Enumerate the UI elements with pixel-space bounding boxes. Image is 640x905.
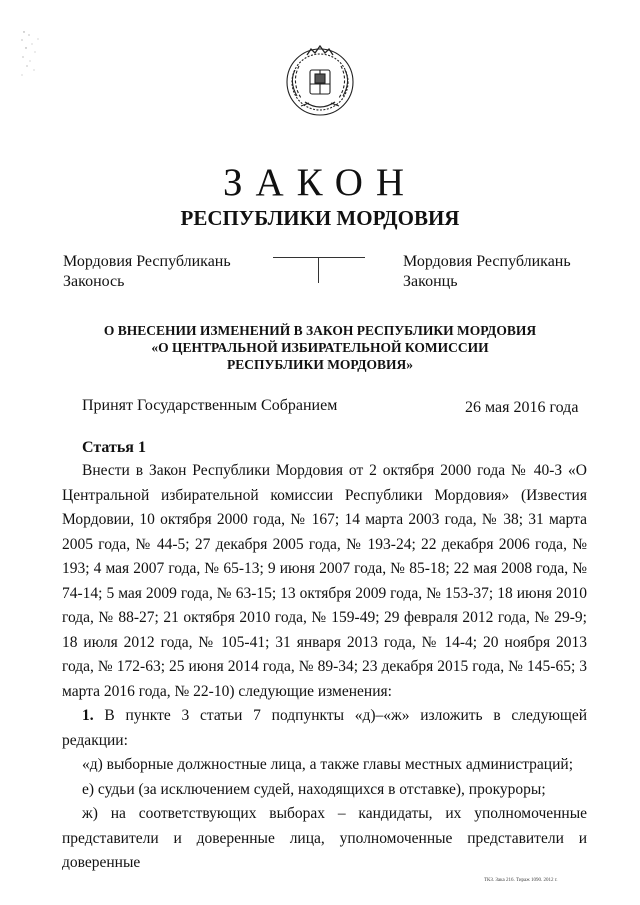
article-heading: Статья 1: [82, 439, 146, 456]
scan-noise: [20, 30, 50, 90]
coat-of-arms-icon: [279, 40, 361, 120]
article-body: [62, 459, 587, 876]
article-intro: Внести в Закон Республики Мордовия от 2 октября 2000 года № 40-З «О Центральной избирательной комиссии Республики Мордовия» (Известия Мордовии, 10 октября 2000 года, № 167; 14 марта 2003 года, № 38; 31 марта 2005 года, № 44-5; 27 декабря 2005 года, № 193-24; 22 декабря 2006 года, № 193; 4 мая 2007 года, № 65-13; 9 июня 2007 года, № 85-18; 22 мая 2008 года, № 74-14; 5 мая 2009 года, № 63-15; 13 октября 2009 года, № 153-37; 18 июня 2010 года, № 88-27; 21 октября 2010 года, № 159-49; 29 февраля 2012 года, № 29-9; 18 июля 2012 года, № 105-41; 31 января 2013 года, № 14-4; 20 ноября 2013 года, № 172-63; 25 июня 2014 года, № 89-34; 23 декабря 2015 года, № 145-65; 3 марта 2016 года, № 22-10) следующие изменения:: [62, 462, 587, 700]
moksha-heading: [63, 252, 231, 292]
header-divider-stem: [318, 257, 319, 283]
item-1-number: 1.: [82, 707, 94, 724]
erzya-line-2: Законць: [403, 273, 458, 290]
subitem-d: «д) выборные должностные лица, а также главы местных администраций;: [82, 756, 573, 773]
law-title: [90, 322, 550, 373]
item-1: [62, 704, 587, 753]
document-title: ЗАКОН: [222, 161, 418, 204]
moksha-line-1: Мордовия Республикань: [63, 253, 231, 270]
adoption-date: 26 мая 2016 года: [465, 399, 579, 416]
erzya-heading: [403, 252, 571, 292]
subitem-zh: ж) на соответствующих выборах – кандидаты, их уполномоченные представители и доверенные лица, уполномоченные представители и доверенные: [62, 805, 587, 871]
law-title-line-1: О ВНЕСЕНИИ ИЗМЕНЕНИЙ В ЗАКОН РЕСПУБЛИКИ МОРДОВИЯ: [103, 323, 537, 338]
law-title-line-3: РЕСПУБЛИКИ МОРДОВИЯ»: [226, 357, 414, 372]
moksha-line-2: Законось: [63, 273, 125, 290]
adopted-by: Принят Государственным Собранием: [82, 397, 338, 414]
document-subtitle: РЕСПУБЛИКИ МОРДОВИЯ: [180, 206, 460, 230]
law-title-line-2: «О ЦЕНТРАЛЬНОЙ ИЗБИРАТЕЛЬНОЙ КОМИССИИ: [151, 340, 489, 355]
print-code: ТКЗ. Зака 216. Тираж 1090. 2012 г.: [484, 878, 558, 883]
subitem-e: е) судьи (за исключением судей, находящихся в отставке), прокуроры;: [82, 780, 546, 798]
item-1-text: В пункте 3 статьи 7 подпункты «д)–«ж» изложить в следующей редакции:: [62, 707, 588, 749]
erzya-line-1: Мордовия Республикань: [403, 253, 571, 270]
header-divider: [273, 257, 365, 258]
